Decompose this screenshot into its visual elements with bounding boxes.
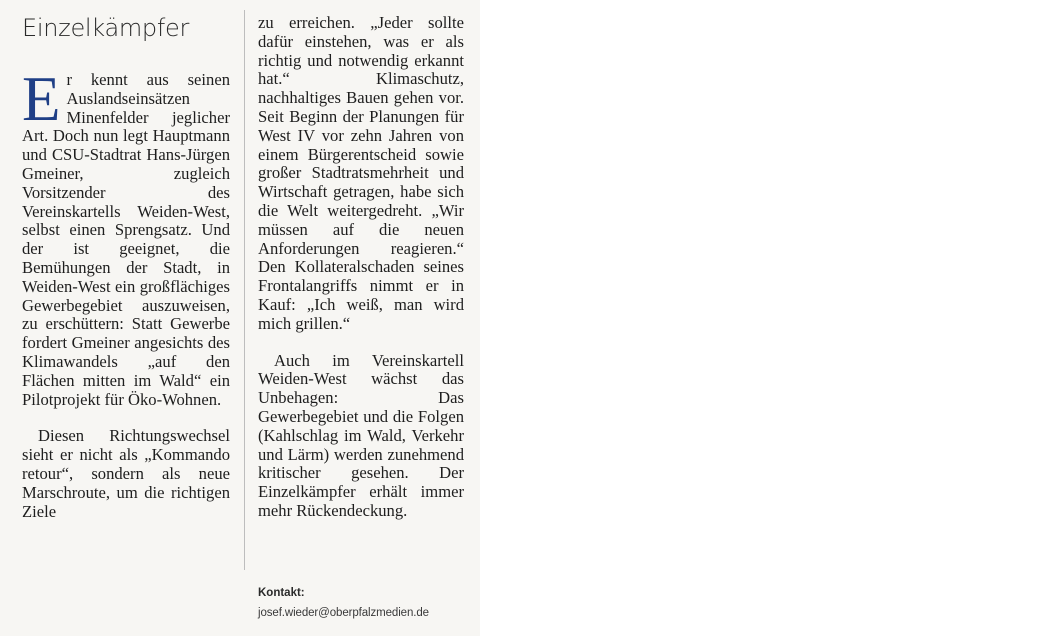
newspaper-clipping [0, 0, 480, 636]
paragraph-4: Auch im Vereinskartell Weiden-West wächst das Unbehagen: Das Gewerbegebiet und die Folgen (Kahlschlag im Wald, Verkehr und Lärm) werden zunehmend kritischer gesehen. Der Einzelkämpfer erhält immer mehr Rückendeckung. [258, 350, 464, 520]
contact-email: josef.wieder@oberpfalzmedien.de [258, 607, 429, 619]
paragraph-1-text: r kennt aus seinen Auslandseinsätzen Minenfelder jeglicher Art. Doch nun legt Hauptmann und CSU-Stadtrat Hans-Jürgen Gmeiner, zugleich Vorsitzender des Vereinskartells Weiden-West, selbst einen Sprengsatz. Und der ist geeignet, die Bemühungen der Stadt, in Weiden-West ein großflächiges Gewerbegebiet auszuweisen, zu erschüttern: Statt Gewerbe fordert Gmeiner angesichts des Klimawandels „auf den Flächen mitten im Wald“ ein Pilotprojekt für Öko-Wohnen. [22, 70, 230, 409]
paragraph-3: zu erreichen. „Jeder sollte dafür einstehen, was er als richtig und notwendig erkannt hat.“ Klimaschutz, nachhaltiges Bauen gehen vor. Seit Beginn der Planungen für West IV vor zehn Jahren von einem Bürgerentscheid sowie großer Stadtratsmehrheit und Wirtschaft getragen, habe sich die Welt weitergedreht. „Wir müssen auf die neuen Anforderungen reagieren.“ Den Kollateralschaden seines Frontalangriffs nimmt er in Kauf: „Ich weiß, man wird mich grillen.“ [258, 13, 464, 333]
drop-cap: E [22, 64, 61, 134]
contact-label: Kontakt: [258, 587, 305, 599]
article-column-1 [22, 64, 230, 521]
article-title: Einzelkämpfer [22, 14, 190, 42]
paragraph-1 [22, 64, 230, 409]
column-divider [244, 10, 245, 570]
article-column-2 [258, 14, 464, 521]
paragraph-2: Diesen Richtungswechsel sieht er nicht als „Kommando retour“, sondern als neue Marschroute, um die richtigen Ziele [22, 426, 230, 521]
